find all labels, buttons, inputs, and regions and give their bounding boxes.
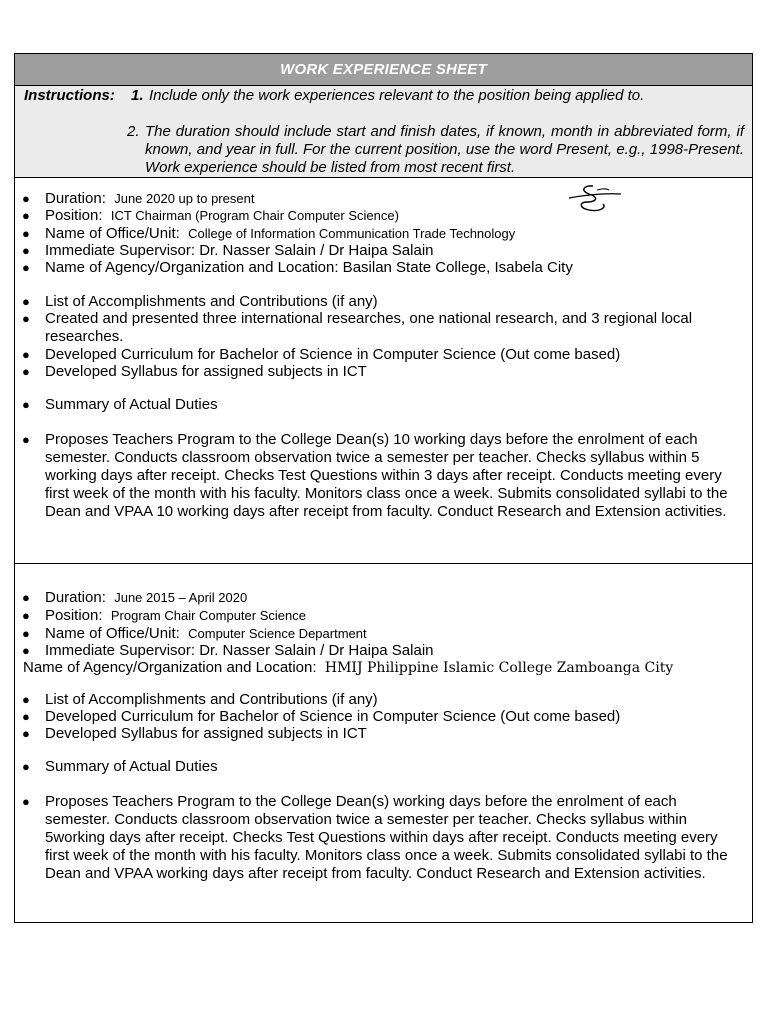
duties-heading: Summary of Actual Duties	[45, 758, 218, 775]
office-value: Computer Science Department	[188, 626, 367, 641]
duration-value: June 2020 up to present	[114, 191, 255, 206]
agency-label: Name of Agency/Organization and Location:	[23, 659, 317, 676]
accomplishment-text: Developed Syllabus for assigned subjects in ICT	[45, 725, 367, 742]
bullet-icon: ●	[22, 208, 30, 223]
bullet-icon: ●	[22, 191, 30, 206]
duration-label: Duration:	[45, 589, 106, 606]
supervisor-text: Immediate Supervisor: Dr. Nasser Salain / Dr Haipa Salain	[45, 642, 434, 659]
sheet-title-bar	[15, 54, 752, 86]
experience-entry-1	[15, 178, 752, 564]
office-value: College of Information Communication Trade Technology	[188, 226, 516, 241]
accomplishment-text: Developed Syllabus for assigned subjects in ICT	[45, 363, 367, 380]
bullet-icon: ●	[22, 726, 30, 741]
office-label: Name of Office/Unit:	[45, 625, 180, 642]
supervisor-text: Immediate Supervisor: Dr. Nasser Salain / Dr Haipa Salain	[45, 242, 434, 259]
position-value: ICT Chairman (Program Chair Computer Science)	[110, 208, 399, 223]
agency-text: Name of Agency/Organization and Location: Basilan State College, Isabela City	[45, 259, 573, 276]
instruction-1-text: Include only the work experiences relevant to the position being applied to.	[149, 87, 645, 104]
bullet-icon: ●	[22, 397, 30, 412]
accomplishment-text: Developed Curriculum for Bachelor of Science in Computer Science (Out come based)	[45, 708, 621, 725]
bullet-icon: ●	[22, 364, 30, 379]
bullet-icon: ●	[22, 709, 30, 724]
bullet-icon: ●	[22, 643, 30, 658]
instructions-label: Instructions:	[24, 87, 115, 104]
instruction-2-text: The duration should include start and finish dates, if known, month in abbreviated form, if known, and year in full. For the current position, use the word Present, e.g., 1998-Present. Work experience should be listed from most recent first.	[145, 123, 744, 176]
position-label: Position:	[45, 207, 103, 224]
agency-row	[23, 659, 673, 677]
accomplishments-heading: List of Accomplishments and Contributions (if any)	[45, 691, 378, 708]
bullet-icon: ●	[22, 226, 30, 241]
duration-value: June 2015 – April 2020	[114, 590, 248, 605]
instructions-section	[15, 86, 752, 178]
position-label: Position:	[45, 607, 103, 624]
office-label: Name of Office/Unit:	[45, 225, 180, 242]
bullet-icon: ●	[22, 590, 30, 605]
instruction-2-number: 2.	[127, 123, 140, 140]
sheet-title: WORK EXPERIENCE SHEET	[280, 61, 487, 78]
duties-heading: Summary of Actual Duties	[45, 396, 218, 413]
accomplishments-heading: List of Accomplishments and Contributions (if any)	[45, 293, 378, 310]
instruction-1-number: 1.	[131, 87, 144, 104]
duties-text: Proposes Teachers Program to the College Dean(s) working days before the enrolment of each semester. Conducts classroom observation twice a semester per teacher. Checks syllabus within 5working days after receipt. Checks Test Questions within days after receipt. Conducts meeting every first week of the month with his faculty. Monitors class once a week. Submits consolidated syllabi to the Dean and VPAA working days after receipt from faculty. Conduct Research and Extension activities.	[45, 793, 728, 882]
agency-value: HMIJ Philippine Islamic College Zamboanga City	[324, 660, 674, 676]
accomplishment-text: Developed Curriculum for Bachelor of Science in Computer Science (Out come based)	[45, 346, 621, 363]
accomplishment-text: Created and presented three international researches, one national research, and 3 regional local researches.	[45, 310, 693, 345]
bullet-icon: ●	[22, 692, 30, 707]
bullet-icon: ●	[22, 794, 30, 809]
work-experience-sheet	[14, 53, 753, 923]
bullet-icon: ●	[22, 347, 30, 362]
bullet-icon: ●	[22, 432, 30, 447]
experience-entry-2	[15, 564, 752, 922]
bullet-icon: ●	[22, 759, 30, 774]
position-value: Program Chair Computer Science	[110, 608, 306, 623]
bullet-icon: ●	[22, 294, 30, 309]
bullet-icon: ●	[22, 311, 30, 326]
bullet-icon: ●	[22, 608, 30, 623]
bullet-icon: ●	[22, 260, 30, 275]
bullet-icon: ●	[22, 243, 30, 258]
bullet-icon: ●	[22, 626, 30, 641]
duties-text: Proposes Teachers Program to the College Dean(s) 10 working days before the enrolment of each semester. Conducts classroom observation twice a semester per teacher. Checks syllabus within 5 working days after receipt. Checks Test Questions within 3 days after receipt. Conducts meeting every first week of the month with his faculty. Monitors class once a week. Submits consolidated syllabi to the Dean and VPAA 10 working days after receipt from faculty. Conduct Research and Extension activities.	[45, 431, 728, 520]
duration-label: Duration:	[45, 190, 106, 207]
